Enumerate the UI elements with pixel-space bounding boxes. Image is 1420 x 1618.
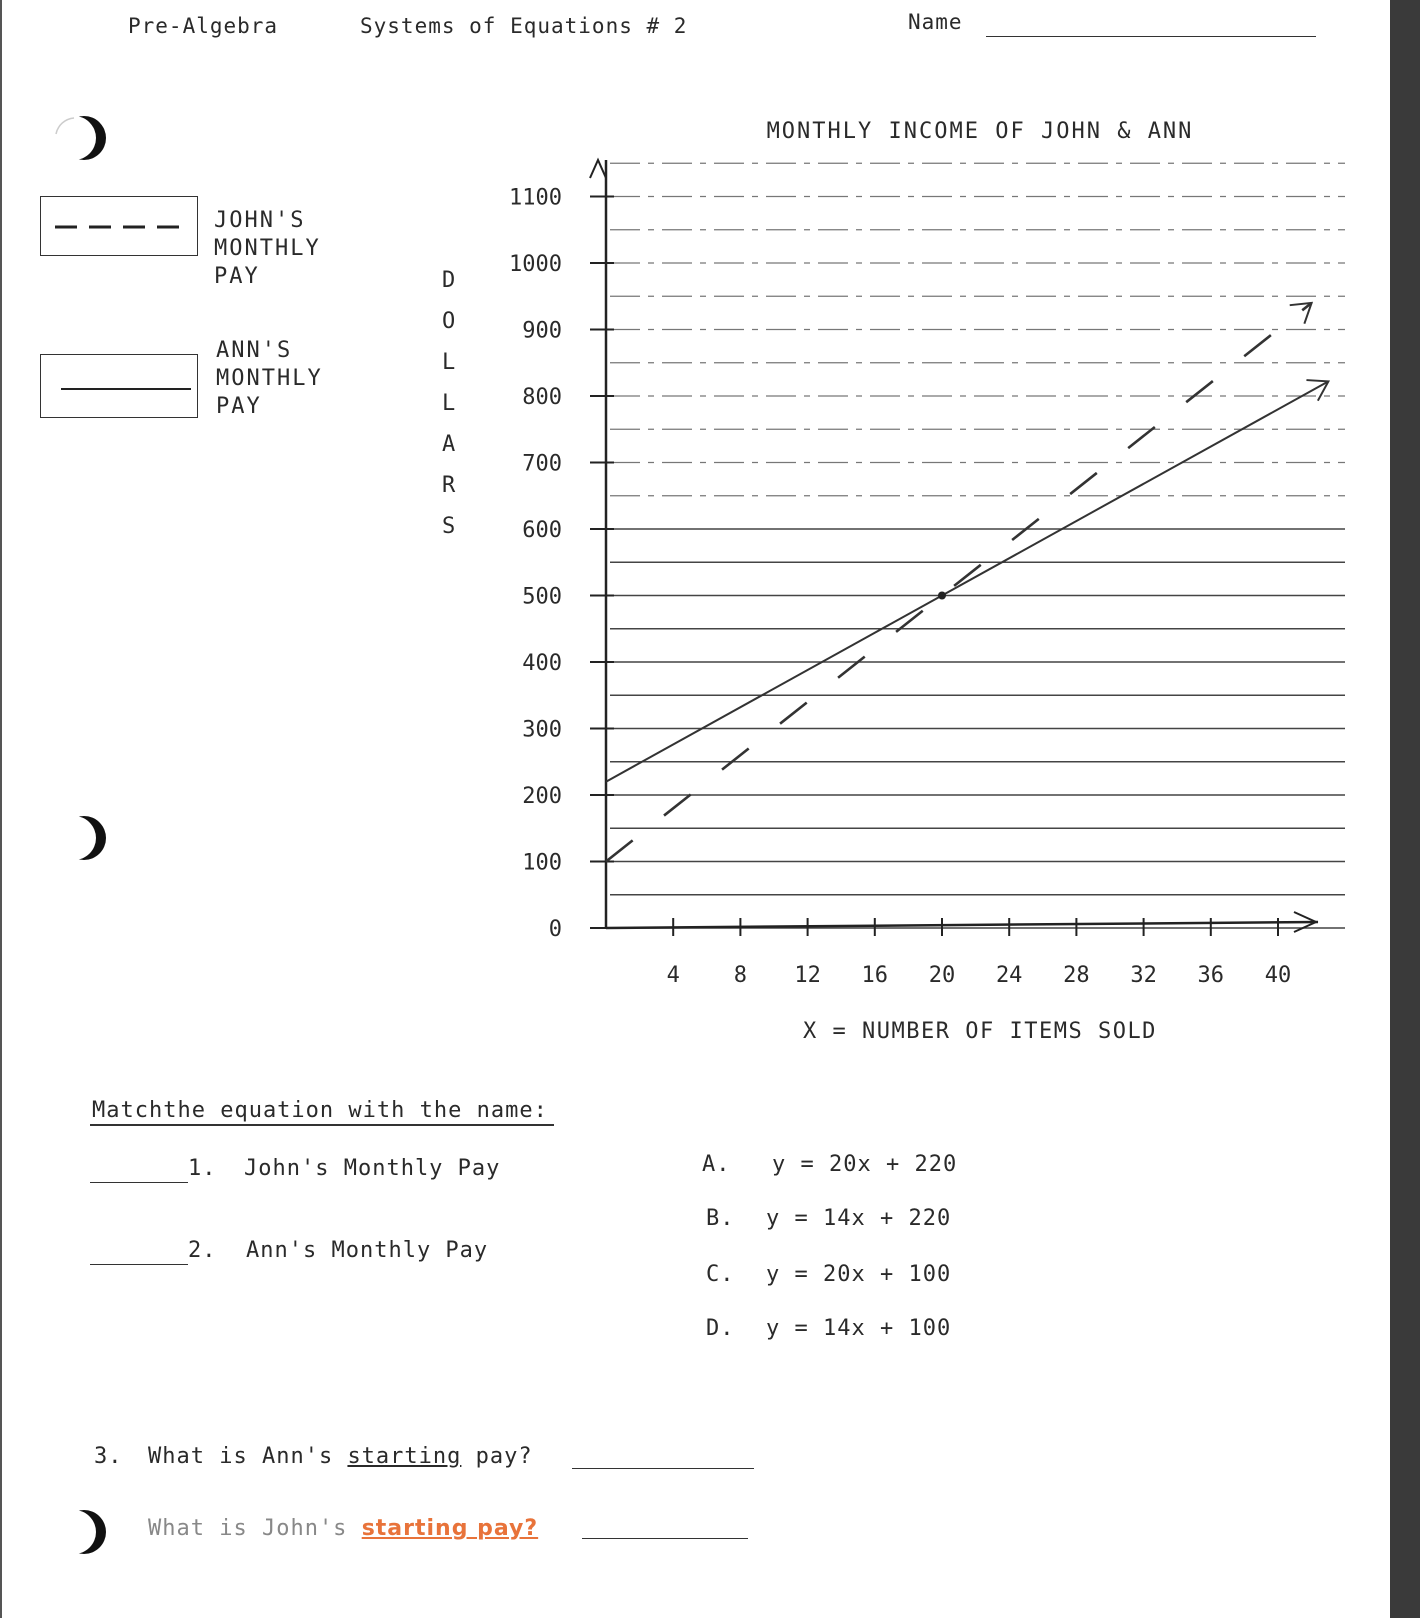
chart-title: MONTHLY INCOME OF JOHN & ANN: [766, 119, 1194, 144]
y-tick-label: 900: [522, 318, 562, 344]
option-d-equation: y = 14x + 100: [766, 1316, 952, 1341]
y-tick-label: 800: [522, 385, 562, 410]
y-axis-title-letter: L: [442, 391, 458, 416]
punch-hole-icon: [50, 1504, 106, 1560]
answer-blank-3[interactable]: [572, 1468, 754, 1469]
y-axis-title-letter: L: [442, 350, 458, 375]
answer-blank-2[interactable]: [90, 1264, 188, 1265]
worksheet-title: Systems of Equations # 2: [360, 14, 688, 38]
y-axis-title-letter: O: [442, 309, 458, 334]
x-axis-label: X = NUMBER OF ITEMS SOLD: [803, 1019, 1157, 1044]
option-d-letter: D.: [706, 1316, 735, 1341]
y-tick-label: 200: [522, 784, 562, 809]
x-tick-label: 36: [1197, 963, 1225, 988]
legend-label-john-2: MONTHLY: [214, 236, 321, 261]
answer-blank-4[interactable]: [582, 1538, 748, 1539]
match-item-1-num: 1.: [188, 1156, 217, 1181]
x-tick-label: 28: [1063, 963, 1090, 988]
option-c-equation: y = 20x + 100: [766, 1262, 952, 1287]
y-tick-label: 1000: [509, 252, 562, 277]
y-axis-arrow: [590, 160, 606, 178]
option-c-letter: C.: [706, 1262, 735, 1287]
option-a-letter: A.: [702, 1152, 731, 1177]
y-axis-title-letter: S: [442, 514, 458, 539]
y-tick-label: 700: [522, 451, 562, 477]
x-tick-label: 16: [861, 963, 889, 988]
option-b-letter: B.: [706, 1206, 735, 1231]
match-item-2-text: Ann's Monthly Pay: [246, 1238, 489, 1263]
x-tick-label: 24: [995, 963, 1023, 988]
x-tick-label: 20: [928, 963, 956, 988]
legend-label-john-1: JOHN'S: [214, 208, 306, 233]
legend-label-ann-3: PAY: [216, 394, 262, 419]
series-line-john: [606, 303, 1312, 862]
question-3-text: What is Ann's starting pay?: [148, 1444, 533, 1469]
legend-label-ann-2: MONTHLY: [216, 366, 323, 391]
y-tick-label: 600: [522, 518, 562, 543]
option-b-equation: y = 14x + 220: [766, 1206, 952, 1231]
match-item-1-text: John's Monthly Pay: [244, 1156, 501, 1181]
match-heading: Matchthe equation with the name:: [92, 1098, 548, 1123]
legend-label-john-3: PAY: [214, 264, 260, 289]
y-tick-label: 500: [522, 584, 562, 610]
y-tick-label: 1100: [509, 185, 562, 211]
intersection-point: [938, 592, 946, 600]
x-tick-label: 12: [794, 963, 821, 988]
y-axis-title-letter: R: [442, 473, 458, 498]
question-3-number: 3.: [94, 1444, 123, 1469]
course-label: Pre-Algebra: [128, 14, 279, 38]
y-tick-label: 0: [548, 917, 562, 942]
x-tick-label: 4: [666, 963, 680, 988]
x-tick-label: 8: [733, 963, 748, 988]
x-tick-label: 40: [1264, 963, 1292, 988]
question-4-text: What is John's starting pay?: [148, 1516, 539, 1541]
name-label: Name: [908, 10, 963, 34]
match-heading-underline: [90, 1124, 554, 1126]
series-line-ann: [606, 381, 1328, 781]
legend-label-ann-1: ANN'S: [216, 338, 293, 363]
y-axis-title-letter: A: [442, 432, 458, 457]
y-tick-label: 400: [522, 651, 562, 676]
x-tick-label: 32: [1130, 963, 1157, 988]
y-tick-label: 100: [522, 850, 562, 876]
answer-blank-1[interactable]: [90, 1182, 188, 1183]
y-tick-label: 300: [522, 717, 562, 743]
match-item-2-num: 2.: [188, 1238, 217, 1263]
y-axis-title-letter: D: [442, 268, 458, 293]
option-a-equation: y = 20x + 220: [772, 1152, 958, 1177]
